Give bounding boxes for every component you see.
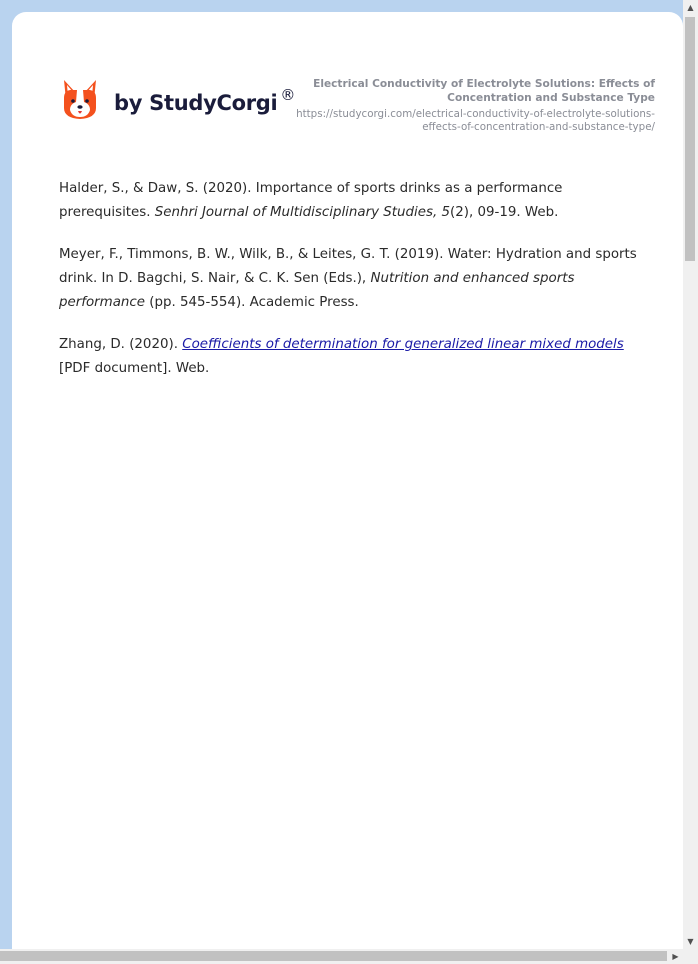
horizontal-scrollbar[interactable] [0, 949, 698, 964]
reference-link[interactable]: Coefficients of determination for generalized linear mixed models [182, 337, 624, 352]
reference-details: [PDF document]. Web. [59, 361, 210, 376]
reference-book-title: Nutrition and enhanced sports performance [59, 271, 575, 310]
reference-details: (pp. 545-554). Academic Press. [145, 295, 359, 310]
registered-mark: ® [280, 86, 296, 104]
reference-item [59, 333, 657, 381]
reference-journal: Senhri Journal of Multidisciplinary Studies, 5 [154, 205, 450, 220]
document-meta [295, 77, 655, 134]
references-list [59, 177, 657, 399]
document-header [60, 74, 655, 144]
corgi-logo-icon [60, 78, 100, 122]
brand-text: by StudyCorgi [114, 91, 278, 115]
reference-details: (2), 09-19. Web. [449, 205, 559, 220]
reference-text: Halder, S., & Daw, S. (2020). Importance of sports drinks as a performance prerequisites. [59, 181, 563, 220]
reference-text: Meyer, F., Timmons, B. W., Wilk, B., & Leites, G. T. (2019). Water: Hydration and sports drink. In D. Bagchi, S. Nair, & C. K. Sen (Eds.), [59, 247, 637, 286]
document-url[interactable]: https://studycorgi.com/electrical-conductivity-of-electrolyte-solutions-effects-of-concentration-and-substance-type/ [296, 108, 655, 133]
document-title: Electrical Conductivity of Electrolyte Solutions: Effects of Concentration and Substance Type [313, 78, 655, 104]
vertical-scroll-thumb[interactable] [685, 17, 695, 261]
scroll-right-icon[interactable]: ▶ [672, 952, 679, 961]
brand-name [114, 86, 296, 115]
document-page [12, 12, 683, 950]
reference-text: Zhang, D. (2020). [59, 337, 183, 352]
reference-item [59, 177, 657, 225]
vertical-scrollbar[interactable] [683, 0, 698, 949]
reference-item [59, 243, 657, 315]
scroll-up-icon[interactable]: ▲ [687, 3, 694, 12]
studycorgi-logo[interactable] [60, 77, 295, 123]
horizontal-scroll-thumb[interactable] [0, 951, 667, 961]
scroll-down-icon[interactable]: ▼ [687, 937, 694, 946]
